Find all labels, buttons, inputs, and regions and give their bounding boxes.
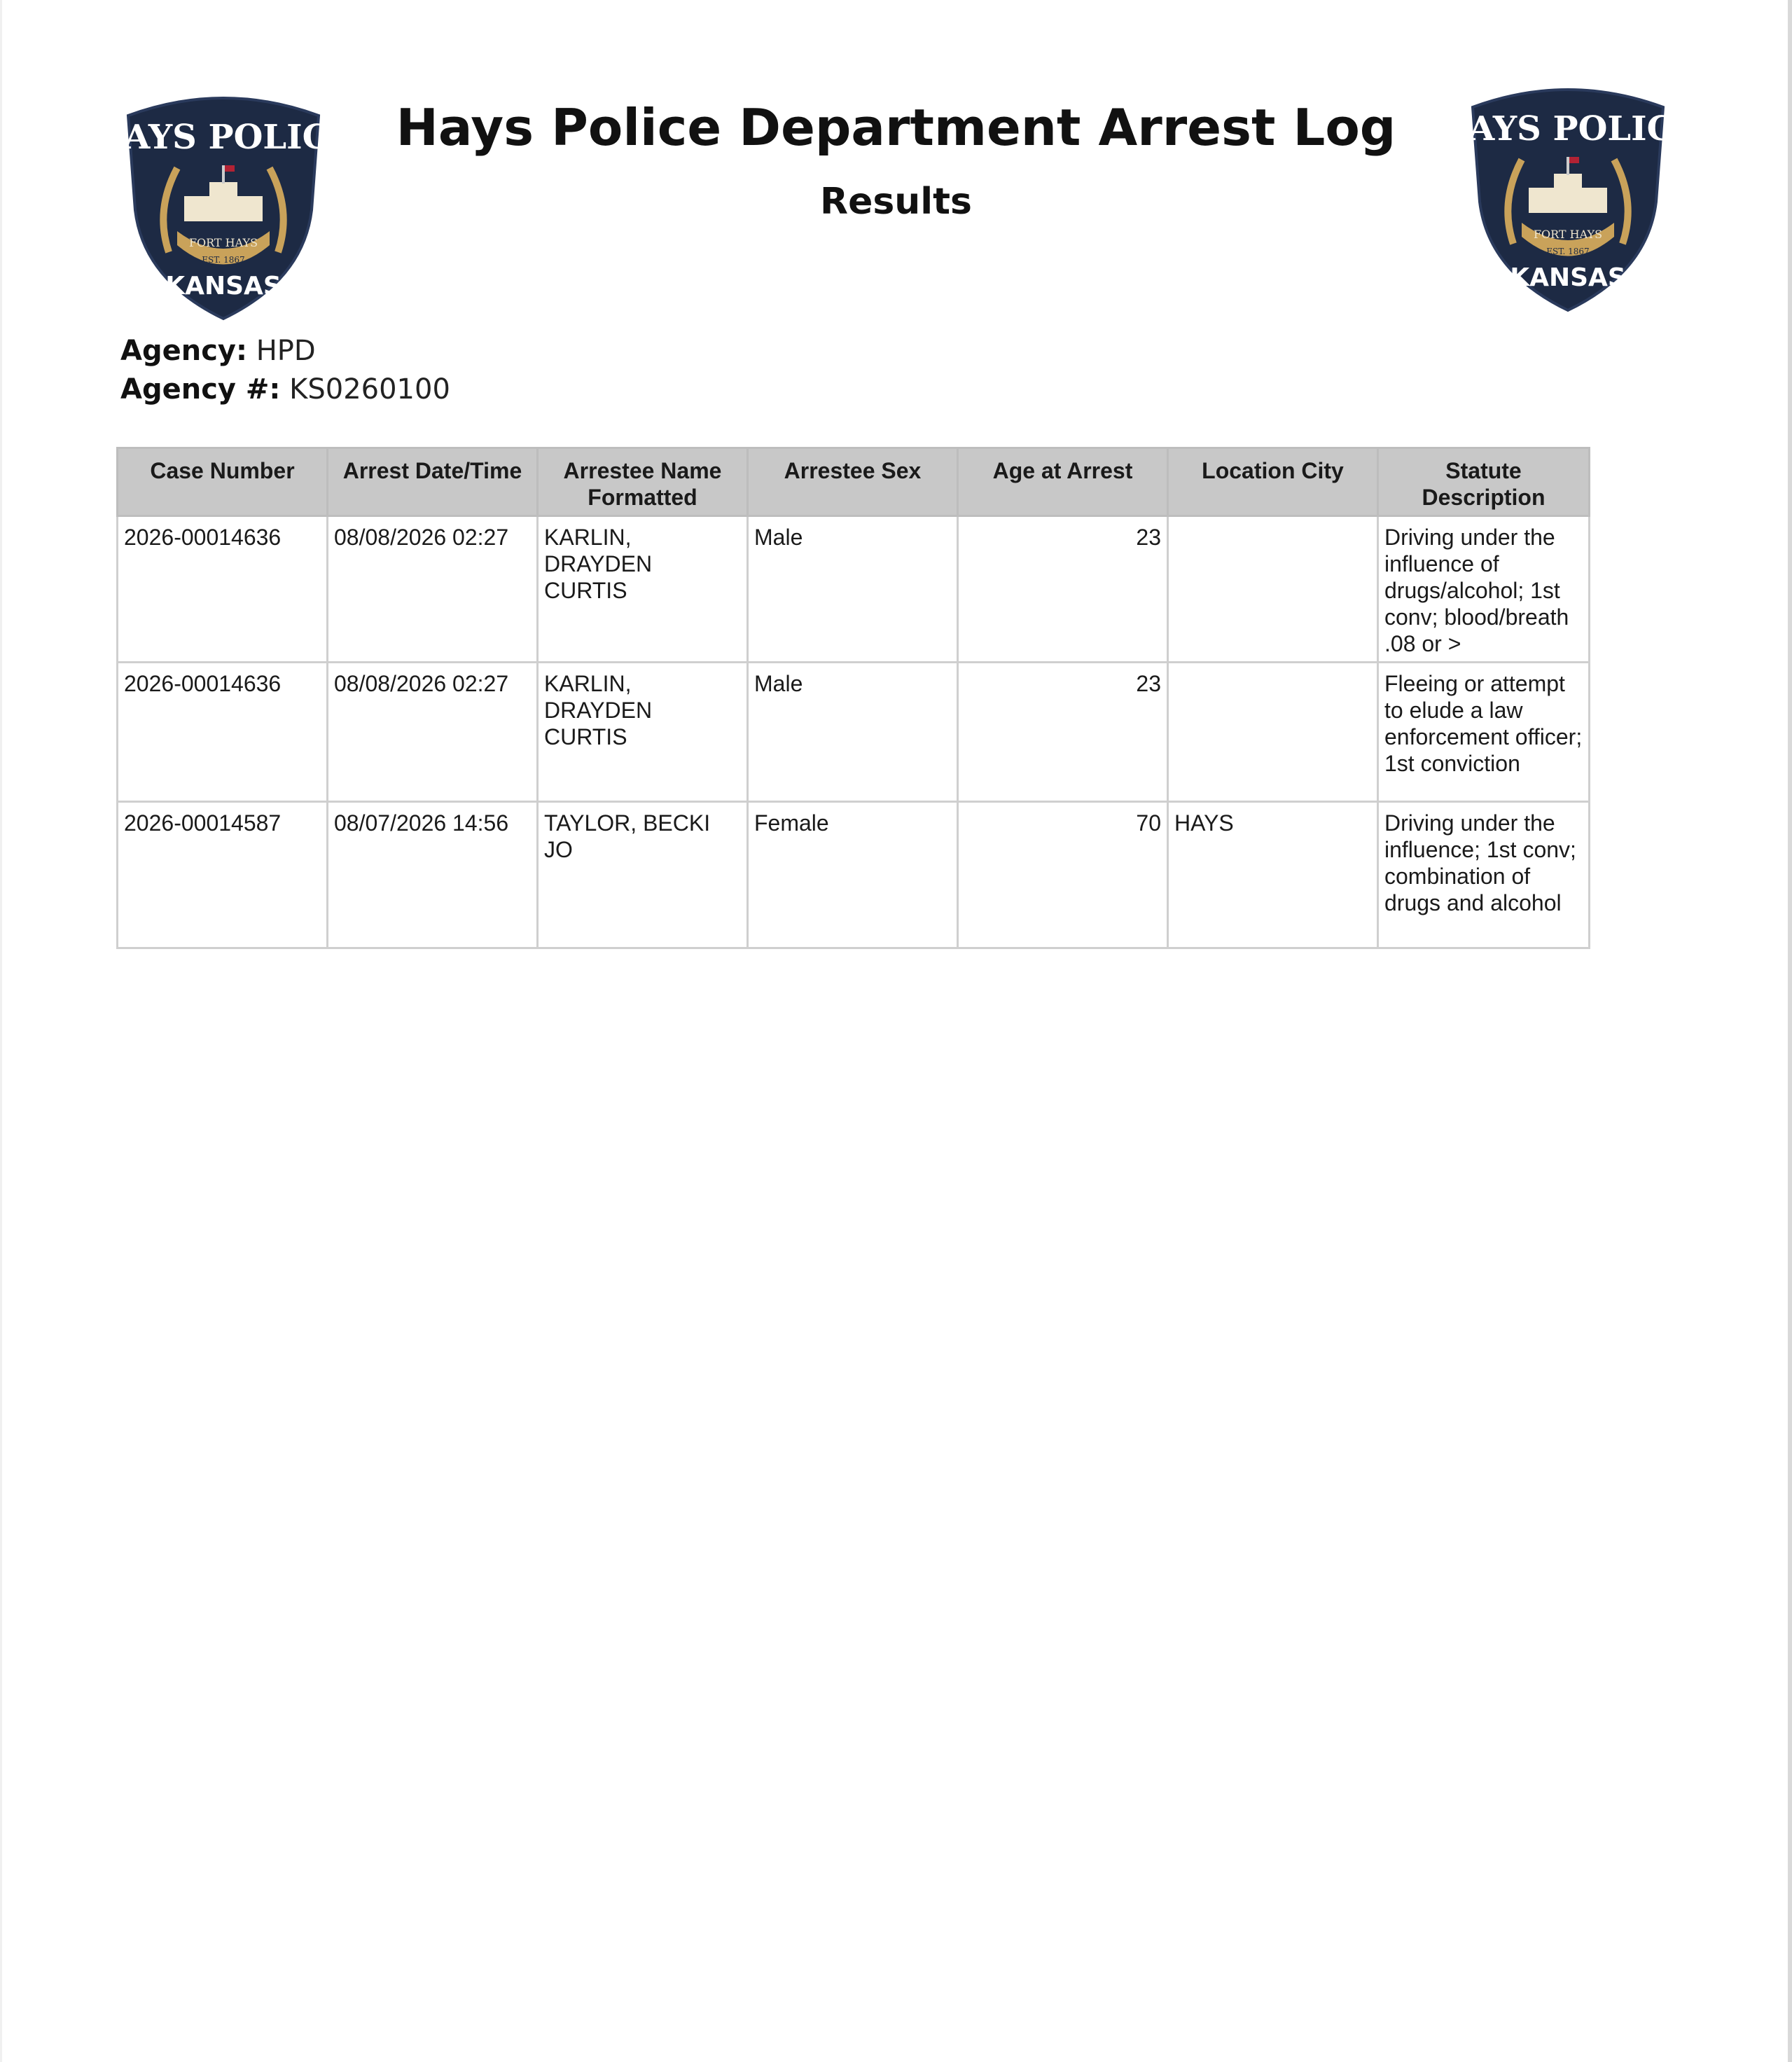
cell-arrestee-sex: Male (748, 516, 958, 663)
agency-number-label: Agency #: (120, 373, 281, 406)
table-row (118, 663, 1590, 802)
cell-arrestee-name: KARLIN, DRAYDEN CURTIS (538, 663, 748, 802)
cell-location-city (1168, 516, 1378, 663)
badge-fort-text: FORT HAYS (1533, 228, 1603, 241)
agency-value: HPD (256, 335, 316, 367)
cell-age-at-arrest: 23 (958, 516, 1168, 663)
cell-case-number: 2026-00014636 (118, 663, 328, 802)
cell-case-number: 2026-00014636 (118, 516, 328, 663)
badge-bottom-text: KANSAS (1510, 263, 1626, 292)
cell-statute-description: Driving under the influence of drugs/alcohol; 1st conv; blood/breath .08 or > (1378, 516, 1590, 663)
cell-arrestee-sex: Male (748, 663, 958, 802)
header-arrest-datetime: Arrest Date/Time (328, 448, 538, 516)
table-header-row (118, 448, 1590, 516)
badge-est-text: EST. 1867 (202, 255, 245, 265)
cell-age-at-arrest: 70 (958, 802, 1168, 948)
cell-arrest-datetime: 08/08/2026 02:27 (328, 516, 538, 663)
badge-bottom-text: KANSAS (165, 272, 282, 300)
header-arrestee-sex: Arrestee Sex (748, 448, 958, 516)
table-row (118, 516, 1590, 663)
header-age-at-arrest: Age at Arrest (958, 448, 1168, 516)
header-case-number: Case Number (118, 448, 328, 516)
cell-arrestee-name: KARLIN, DRAYDEN CURTIS (538, 516, 748, 663)
agency-number-line (120, 373, 450, 406)
badge-top-text: HAYS POLICE (92, 118, 355, 157)
page-edge-left (0, 0, 2, 2062)
cell-statute-description: Fleeing or attempt to elude a law enforcement officer; 1st conviction (1378, 663, 1590, 802)
table-row (118, 802, 1590, 948)
badge-fort-text: FORT HAYS (188, 236, 258, 249)
badge-top-text: HAYS POLICE (1436, 109, 1700, 148)
agency-label: Agency: (120, 335, 247, 367)
cell-case-number: 2026-00014587 (118, 802, 328, 948)
cell-arrest-datetime: 08/08/2026 02:27 (328, 663, 538, 802)
agency-number-value: KS0260100 (289, 373, 450, 406)
cell-arrestee-sex: Female (748, 802, 958, 948)
arrest-log-table (116, 447, 1590, 949)
cell-arrestee-name: TAYLOR, BECKI JO (538, 802, 748, 948)
badge-est-text: EST. 1867 (1546, 247, 1590, 256)
cell-location-city (1168, 663, 1378, 802)
agency-line (120, 335, 316, 367)
page-title: Hays Police Department Arrest Log (396, 98, 1396, 157)
header-statute-description: Statute Description (1378, 448, 1590, 516)
page-subtitle: Results (820, 181, 972, 223)
header-arrestee-name: Arrestee Name Formatted (538, 448, 748, 516)
cell-age-at-arrest: 23 (958, 663, 1168, 802)
page-edge-right (1788, 0, 1792, 2062)
cell-location-city: HAYS (1168, 802, 1378, 948)
header-location-city: Location City (1168, 448, 1378, 516)
cell-arrest-datetime: 08/07/2026 14:56 (328, 802, 538, 948)
cell-statute-description: Driving under the influence; 1st conv; combination of drugs and alcohol (1378, 802, 1590, 948)
